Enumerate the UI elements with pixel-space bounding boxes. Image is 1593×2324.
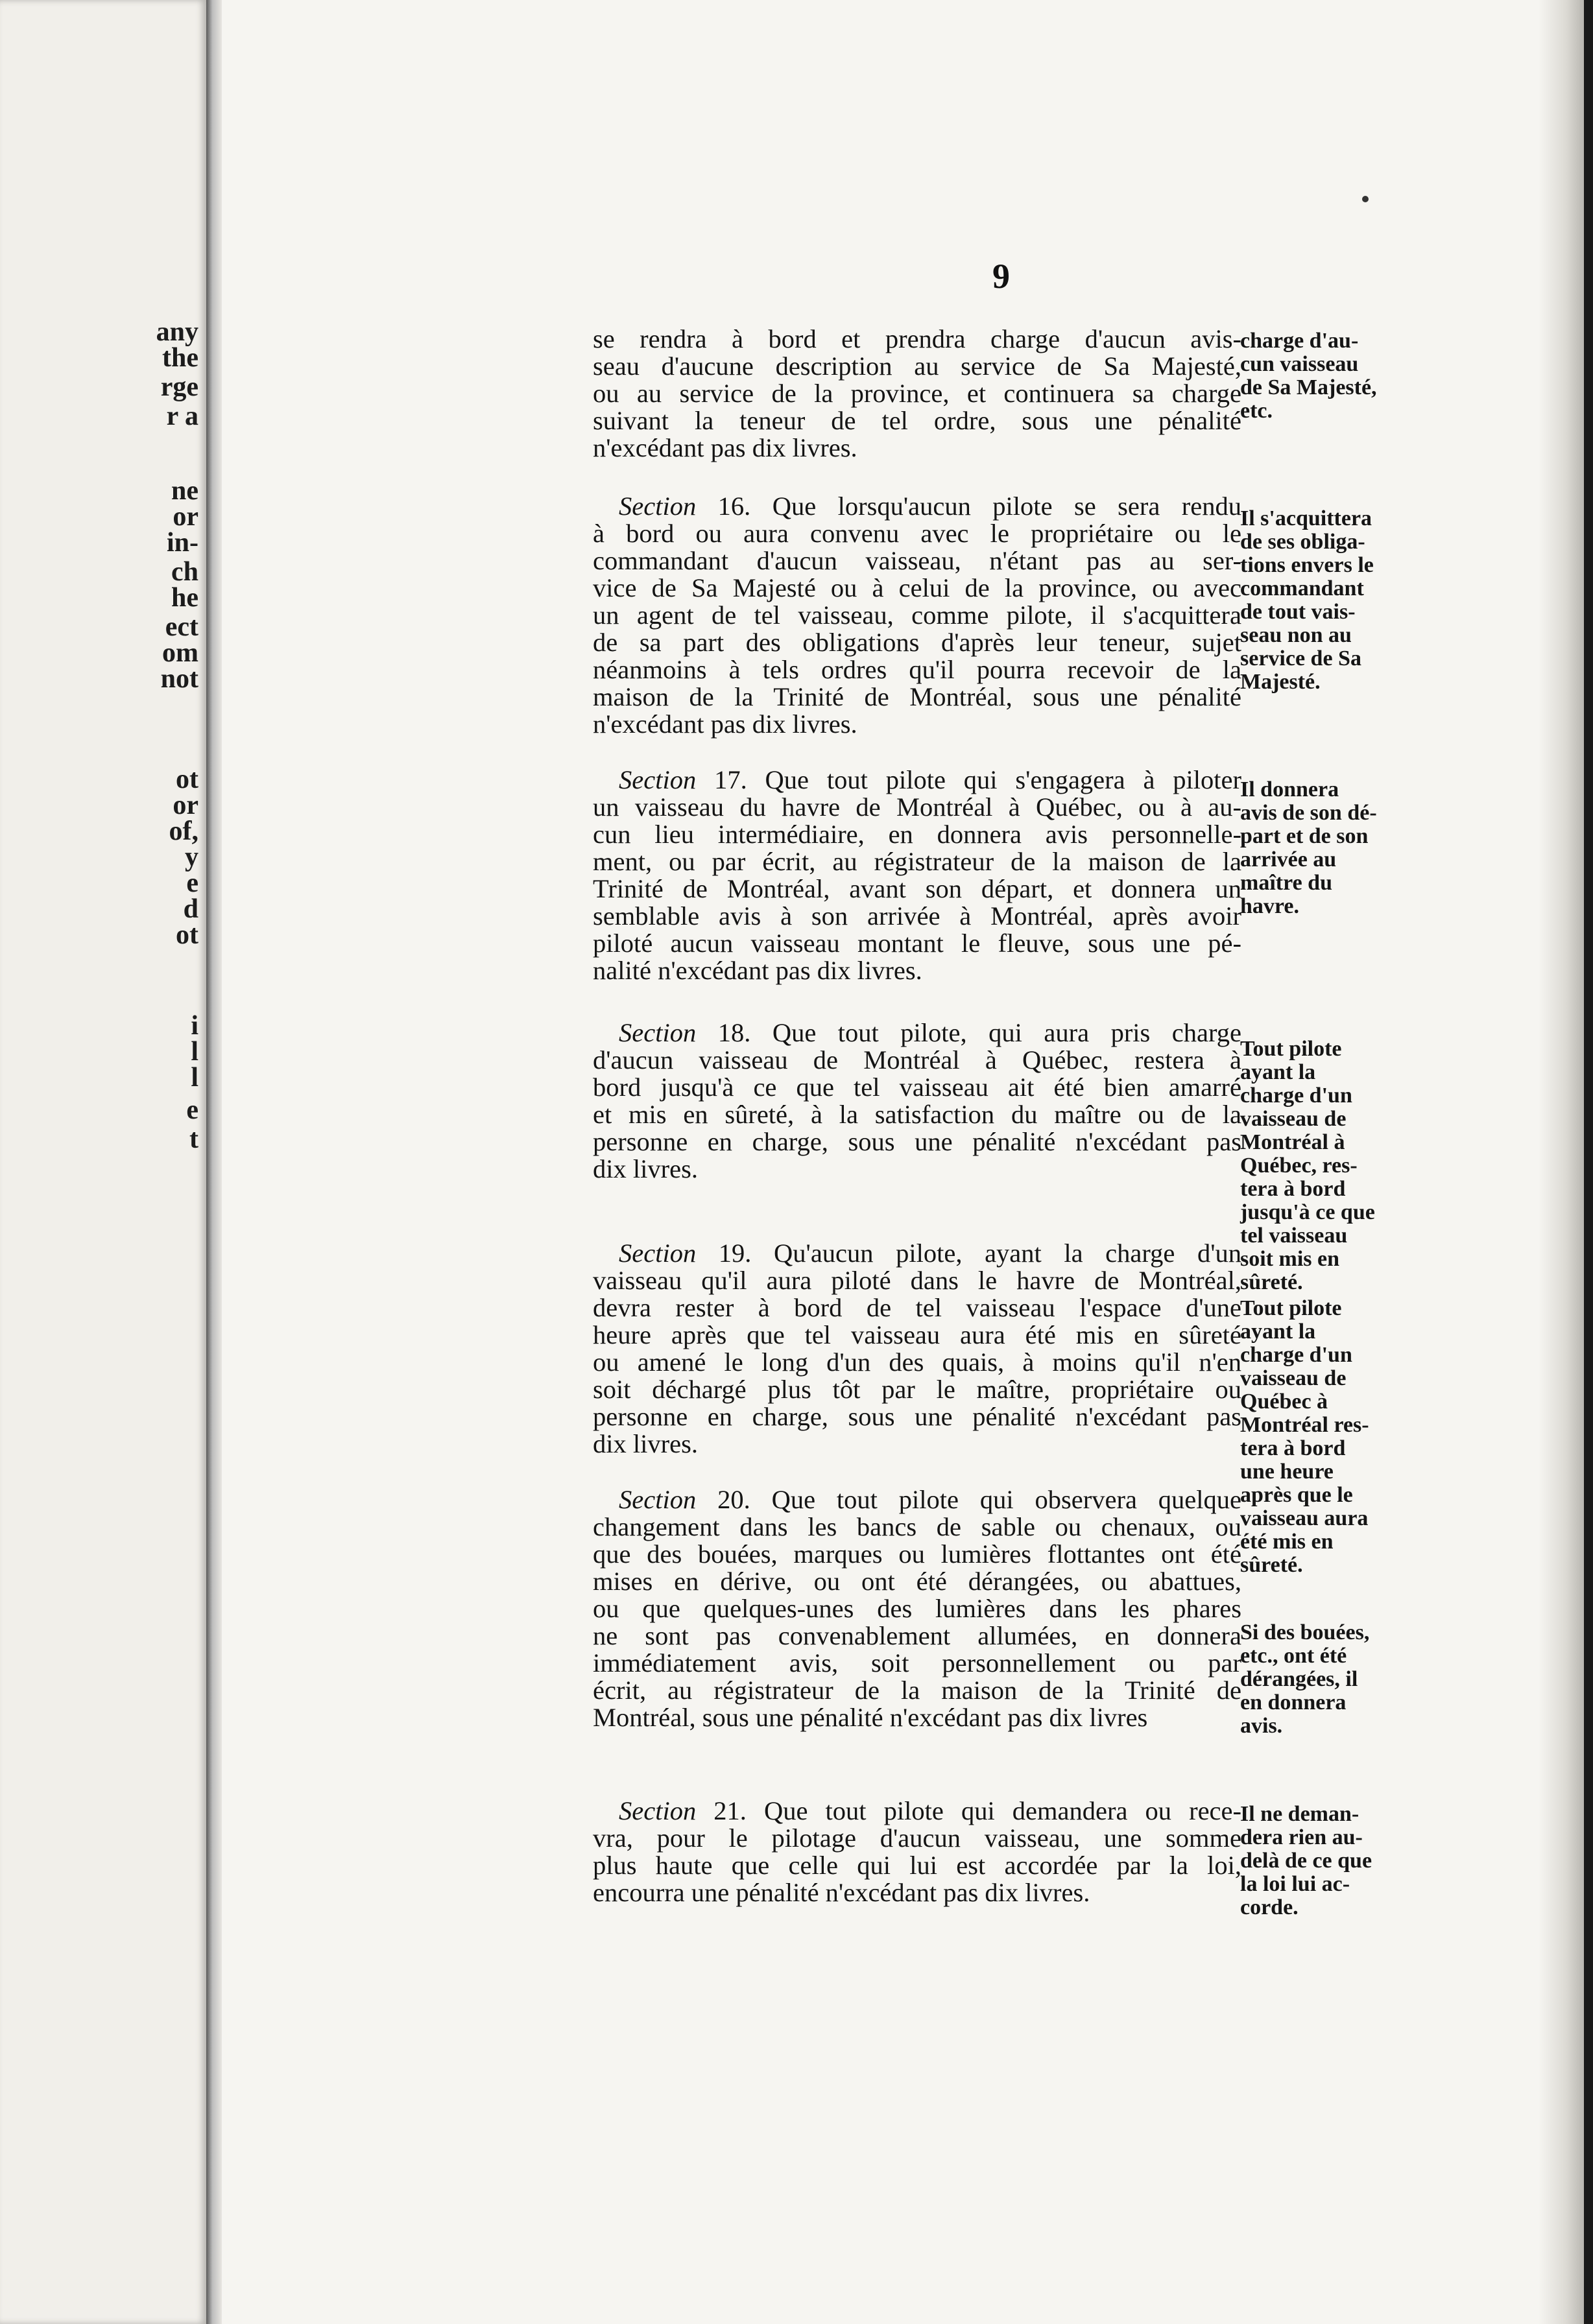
margin-line: cun vaisseau bbox=[1240, 352, 1359, 376]
facing-page-text: r a bbox=[166, 401, 198, 431]
facing-page-text: ne bbox=[171, 476, 198, 506]
text-line: néanmoins à tels ordres qu'il pourra recevoir de la bbox=[593, 655, 1241, 684]
text-line: ment, ou par écrit, au régistrateur de la maison de la bbox=[593, 847, 1241, 876]
margin-line: été mis en bbox=[1240, 1530, 1334, 1554]
margin-line: havre. bbox=[1240, 894, 1299, 918]
margin-line: de tout vais- bbox=[1240, 600, 1356, 624]
margin-line: Québec à bbox=[1240, 1390, 1328, 1414]
text-line: immédiatement avis, soit personnellement ou par bbox=[593, 1648, 1241, 1678]
text-line: Montréal, sous une pénalité n'excédant pas dix livres bbox=[593, 1703, 1148, 1732]
text-line: ou amené le long d'un des quais, à moins qu'il n'en bbox=[593, 1347, 1241, 1377]
text-line: vra, pour le pilotage d'aucun vaisseau, une somme bbox=[593, 1823, 1241, 1853]
facing-page-fragment bbox=[0, 0, 206, 2324]
margin-line: delà de ce que bbox=[1240, 1849, 1372, 1873]
marginal-note bbox=[1240, 1297, 1448, 1577]
text-line: n'excédant pas dix livres. bbox=[593, 433, 857, 462]
text-line: à bord ou aura convenu avec le propriétaire ou le bbox=[593, 519, 1241, 548]
margin-line: sûreté. bbox=[1240, 1270, 1303, 1294]
facing-page-text: d bbox=[183, 894, 198, 924]
text-line: ne sont pas convenablement allumées, en donnera bbox=[593, 1621, 1241, 1650]
margin-line: etc., ont été bbox=[1240, 1644, 1347, 1668]
margin-line: charge d'un bbox=[1240, 1084, 1352, 1108]
margin-line: une heure bbox=[1240, 1460, 1334, 1484]
text-line: se rendra à bord et prendra charge d'aucun avis- bbox=[593, 324, 1241, 353]
text-line: un agent de tel vaisseau, comme pilote, il s'acquittera bbox=[593, 600, 1241, 630]
text-line: suivant la teneur de tel ordre, sous une pénalité bbox=[593, 406, 1241, 435]
margin-line: dérangées, il bbox=[1240, 1667, 1358, 1691]
facing-page-text: or bbox=[173, 502, 198, 532]
margin-line: en donnera bbox=[1240, 1690, 1347, 1714]
margin-line: avis. bbox=[1240, 1714, 1283, 1738]
speck bbox=[1362, 196, 1369, 202]
text-span: 19. Qu'aucun pilote, ayant la charge d'un bbox=[696, 1239, 1241, 1268]
text-span: 16. Que lorsqu'aucun pilote se sera rendu bbox=[696, 492, 1241, 521]
text-line bbox=[593, 1240, 1241, 1267]
margin-line: tera à bord bbox=[1240, 1436, 1346, 1460]
margin-line: dera rien au- bbox=[1240, 1825, 1363, 1849]
text-line: soit déchargé plus tôt par le maître, propriétaire ou bbox=[593, 1375, 1241, 1404]
margin-line: etc. bbox=[1240, 399, 1273, 423]
margin-line: de Sa Majesté, bbox=[1240, 375, 1377, 399]
text-line bbox=[593, 1486, 1241, 1513]
text-line bbox=[593, 493, 1241, 520]
margin-line: Tout pilote bbox=[1240, 1037, 1342, 1061]
facing-page-text: y bbox=[185, 842, 198, 872]
text-line bbox=[593, 1019, 1241, 1047]
margin-line: tera à bord bbox=[1240, 1177, 1346, 1201]
margin-line: la loi lui ac- bbox=[1240, 1872, 1350, 1896]
text-line: dix livres. bbox=[593, 1429, 698, 1458]
margin-line: Il s'acquittera bbox=[1240, 506, 1372, 530]
paragraph-section-15-continued bbox=[593, 326, 1241, 462]
facing-page-text: i bbox=[191, 1011, 198, 1041]
facing-page-text: the bbox=[162, 343, 198, 373]
marginal-note bbox=[1240, 329, 1448, 423]
marginal-note bbox=[1240, 1038, 1448, 1294]
margin-line: de ses obliga- bbox=[1240, 530, 1365, 554]
section-label: Section bbox=[619, 492, 697, 521]
margin-line: vaisseau aura bbox=[1240, 1506, 1369, 1530]
section-label: Section bbox=[619, 765, 697, 794]
margin-line: Québec, res- bbox=[1240, 1154, 1358, 1178]
margin-line: vaisseau de bbox=[1240, 1366, 1347, 1390]
paragraph-section-16 bbox=[593, 493, 1241, 738]
text-line: commandant d'aucun vaisseau, n'étant pas au ser- bbox=[593, 546, 1241, 575]
text-line bbox=[593, 1797, 1241, 1825]
margin-line: tions envers le bbox=[1240, 553, 1374, 577]
document-page bbox=[222, 0, 1584, 2324]
text-line: vaisseau qu'il aura piloté dans le havre de Montréal, bbox=[593, 1266, 1241, 1295]
margin-line: charge d'un bbox=[1240, 1343, 1352, 1367]
section-label: Section bbox=[619, 1485, 697, 1514]
margin-line: Majesté. bbox=[1240, 670, 1321, 694]
text-span: 18. Que tout pilote, qui aura pris charge bbox=[696, 1018, 1241, 1047]
margin-line: Montréal res- bbox=[1240, 1413, 1369, 1437]
facing-page-text: ot bbox=[176, 920, 198, 950]
facing-page-text: e bbox=[186, 868, 198, 898]
margin-line: corde. bbox=[1240, 1895, 1299, 1919]
text-line: et mis en sûreté, à la satisfaction du maître ou de la bbox=[593, 1100, 1241, 1129]
margin-line: Il ne deman- bbox=[1240, 1802, 1359, 1826]
section-label: Section bbox=[619, 1239, 697, 1268]
text-line: plus haute que celle qui lui est accordée par la loi, bbox=[593, 1851, 1241, 1880]
facing-page-text: l bbox=[191, 1063, 198, 1093]
text-line: ou au service de la province, et continuera sa charge bbox=[593, 379, 1241, 408]
facing-page-text: ch bbox=[171, 557, 198, 587]
margin-line: seau non au bbox=[1240, 623, 1352, 647]
marginal-note bbox=[1240, 507, 1448, 694]
facing-page-text: ot bbox=[176, 765, 198, 794]
facing-page-text: any bbox=[156, 317, 198, 347]
facing-page-text: not bbox=[160, 664, 198, 694]
text-span: 21. Que tout pilote qui demandera ou rece- bbox=[696, 1796, 1241, 1825]
page-gutter bbox=[206, 0, 222, 2324]
marginal-note bbox=[1240, 778, 1448, 918]
text-line: semblable avis à son arrivée à Montréal, après avoir bbox=[593, 901, 1241, 931]
margin-line: part et de son bbox=[1240, 824, 1369, 848]
text-line: nalité n'excédant pas dix livres. bbox=[593, 956, 922, 985]
text-line: dix livres. bbox=[593, 1154, 698, 1183]
section-label: Section bbox=[619, 1796, 697, 1825]
paragraph-section-17 bbox=[593, 766, 1241, 984]
margin-line: Tout pilote bbox=[1240, 1296, 1342, 1320]
section-label: Section bbox=[619, 1018, 697, 1047]
text-line: bord jusqu'à ce que tel vaisseau ait été bien amarré bbox=[593, 1073, 1241, 1102]
margin-line: service de Sa bbox=[1240, 646, 1361, 670]
text-line: vice de Sa Majesté ou à celui de la province, ou avec bbox=[593, 573, 1241, 602]
paragraph-section-18 bbox=[593, 1019, 1241, 1183]
margin-line: soit mis en bbox=[1240, 1247, 1339, 1271]
text-line: ou que quelques-unes des lumières dans les phares bbox=[593, 1594, 1241, 1623]
text-line: personne en charge, sous une pénalité n'excédant pas bbox=[593, 1127, 1241, 1156]
text-line: écrit, au régistrateur de la maison de la Trinité de bbox=[593, 1676, 1241, 1705]
text-line bbox=[593, 766, 1241, 794]
margin-line: vaisseau de bbox=[1240, 1107, 1347, 1131]
facing-page-text: t bbox=[189, 1124, 198, 1154]
text-line: n'excédant pas dix livres. bbox=[593, 709, 857, 739]
facing-page-text: e bbox=[186, 1095, 198, 1125]
margin-line: tel vaisseau bbox=[1240, 1224, 1348, 1248]
text-line: de sa part des obligations d'après leur teneur, sujet bbox=[593, 628, 1241, 657]
marginal-note bbox=[1240, 1621, 1448, 1738]
text-line: seau d'aucune description au service de Sa Majesté, bbox=[593, 351, 1241, 381]
facing-page-text: or bbox=[173, 790, 198, 820]
text-line: Trinité de Montréal, avant son départ, et donnera un bbox=[593, 874, 1241, 903]
paragraph-section-19 bbox=[593, 1240, 1241, 1458]
margin-line: ayant la bbox=[1240, 1320, 1316, 1344]
text-span: 17. Que tout pilote qui s'engagera à piloter bbox=[696, 765, 1241, 794]
marginal-note bbox=[1240, 1803, 1448, 1919]
margin-line: maître du bbox=[1240, 871, 1332, 895]
margin-line: avis de son dé- bbox=[1240, 801, 1377, 825]
page-number: 9 bbox=[992, 257, 1010, 296]
facing-page-text: rge bbox=[160, 372, 198, 402]
text-line: piloté aucun vaisseau montant le fleuve, sous une pé- bbox=[593, 929, 1241, 958]
text-line: maison de la Trinité de Montréal, sous une pénalité bbox=[593, 682, 1241, 711]
text-line: encourra une pénalité n'excédant pas dix livres. bbox=[593, 1878, 1090, 1907]
text-line: mises en dérive, ou ont été dérangées, ou abattues, bbox=[593, 1567, 1241, 1596]
facing-page-text: in- bbox=[166, 528, 198, 558]
margin-line: Il donnera bbox=[1240, 777, 1339, 801]
facing-page-text: ect bbox=[165, 612, 198, 642]
margin-line: jusqu'à ce que bbox=[1240, 1200, 1375, 1224]
facing-page-text: om bbox=[162, 638, 198, 668]
text-line: cun lieu intermédiaire, en donnera avis personnelle- bbox=[593, 820, 1241, 849]
margin-line: Montréal à bbox=[1240, 1130, 1345, 1154]
text-line: d'aucun vaisseau de Montréal à Québec, restera à bbox=[593, 1045, 1241, 1074]
facing-page-text: he bbox=[171, 583, 198, 613]
paragraph-section-21 bbox=[593, 1797, 1241, 1906]
text-line: un vaisseau du havre de Montréal à Québec, ou à au- bbox=[593, 792, 1241, 822]
facing-page-text: l bbox=[191, 1037, 198, 1067]
margin-line: charge d'au- bbox=[1240, 329, 1359, 353]
page-edge-shadow bbox=[1539, 0, 1584, 2324]
paragraph-section-20 bbox=[593, 1486, 1241, 1731]
margin-line: Si des bouées, bbox=[1240, 1620, 1370, 1644]
margin-line: arrivée au bbox=[1240, 848, 1337, 872]
text-line: heure après que tel vaisseau aura été mis en sûreté bbox=[593, 1320, 1241, 1349]
margin-line: commandant bbox=[1240, 576, 1364, 600]
margin-line: ayant la bbox=[1240, 1060, 1316, 1084]
text-line: personne en charge, sous une pénalité n'excédant pas bbox=[593, 1402, 1241, 1431]
text-line: devra rester à bord de tel vaisseau l'espace d'une bbox=[593, 1293, 1241, 1322]
text-line: changement dans les bancs de sable ou chenaux, ou bbox=[593, 1512, 1241, 1541]
margin-line: sûreté. bbox=[1240, 1553, 1303, 1577]
margin-line: après que le bbox=[1240, 1483, 1353, 1507]
facing-page-text: of, bbox=[169, 816, 198, 846]
text-span: 20. Que tout pilote qui observera quelque bbox=[696, 1485, 1241, 1514]
text-line: que des bouées, marques ou lumières flottantes ont été bbox=[593, 1539, 1241, 1569]
